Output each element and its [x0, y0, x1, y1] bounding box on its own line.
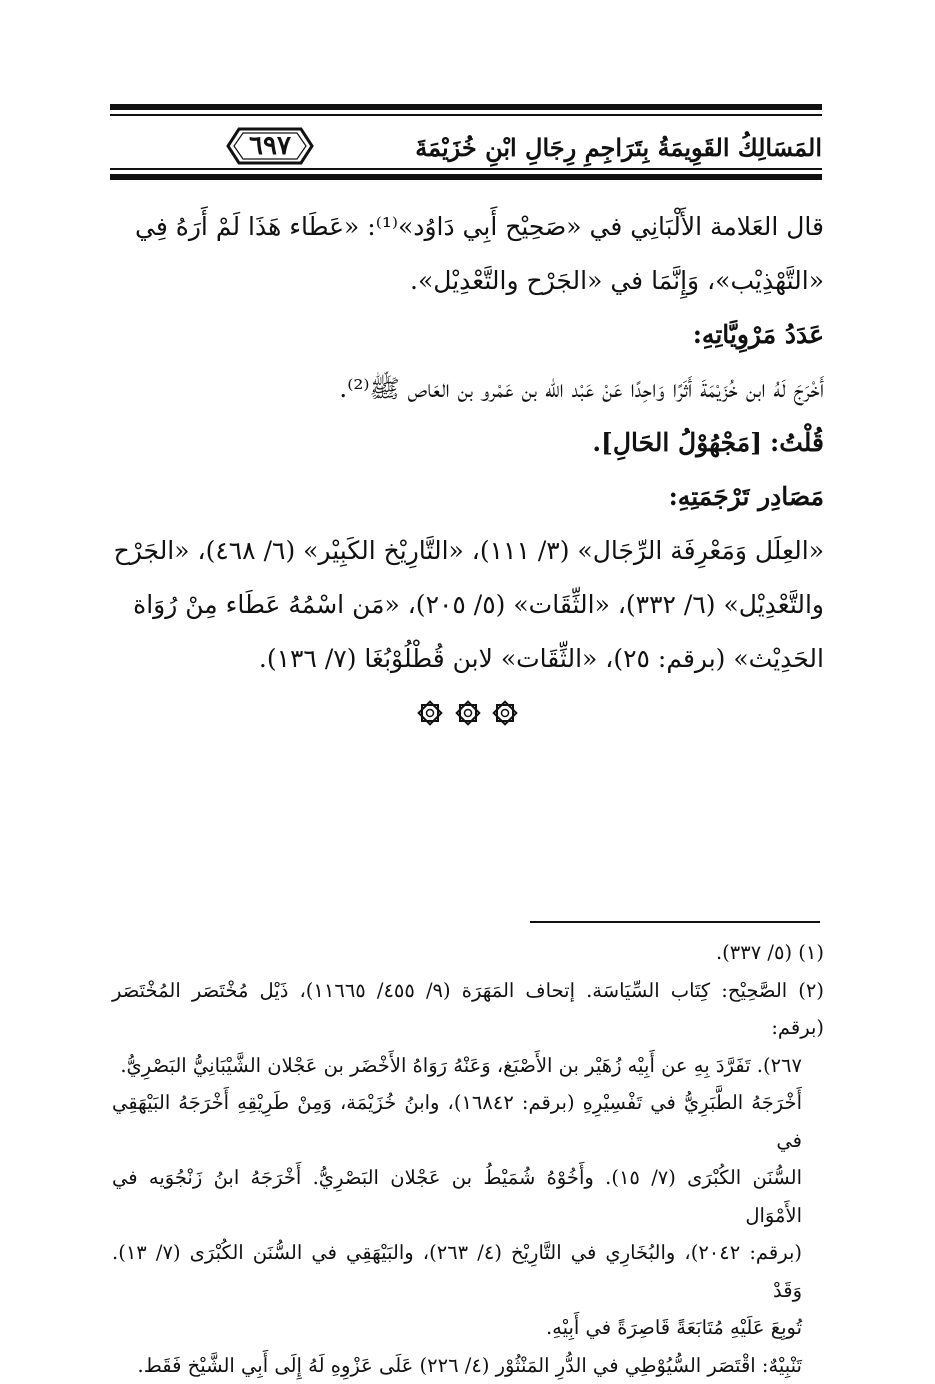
- octagram-star-icon: [455, 700, 481, 726]
- footnote-2-line: (برقم: ٢٠٤٢)، والبُخَارِي في التَّارِيْخ (٤/ ٢٦٣)، والبَيْهَقِي في السُّنَن الكُبْرَى (٧/ ١٣). وَقَدْ: [112, 1234, 824, 1309]
- header-rule-top-thin: [110, 114, 822, 116]
- section-heading-sources: مَصَادِر تَرْجَمَتِهِ:: [112, 470, 824, 524]
- verdict-line: [112, 416, 824, 470]
- footnote-2-note: تَنْبِيْهٌ: اقْتَصَر السُّيُوْطِي في الدُّرِ المَنْثُوْر (٤/ ٢٢٦) عَلَى عَزْوِهِ لَهُ إِلَى أَبِي الشَّيْخ فَقَط.: [112, 1347, 824, 1384]
- main-text: [112, 200, 824, 686]
- header-rule-bottom-thin: [110, 168, 822, 170]
- octagram-star-icon: [492, 700, 518, 726]
- footnote-1: (١) (٥/ ٣٣٧).: [112, 934, 824, 972]
- paragraph-line: «العِلَل وَمَعْرِفَة الرِّجَال» (٣/ ١١١)، «التَّارِيْخ الكَبِيْر» (٦/ ٤٦٨)، «الجَرْح: [112, 524, 824, 578]
- page-header: [110, 100, 822, 190]
- footnote-2-line: السُّنَن الكُبْرَى (٧/ ١٥). وأَخُوْهُ شُمَيْطُ بن عَجْلان البَصْرِيُّ. أَخْرَجَهُ ابنُ زَنْجُوَيه في الأَمْوَال: [112, 1159, 824, 1234]
- paragraph-line: «التَّهْذِيْب»، وَإِنَّمَا في «الجَرْح والتَّعْدِيْل».: [112, 254, 824, 308]
- paragraph-line: والتَّعْدِيْل» (٦/ ٣٣٢)، «الثِّقَات» (٥/ ٢٠٥)، «مَن اسْمُهُ عَطَاء مِنْ رُوَاة: [112, 578, 824, 632]
- footnote-2-line: تُوبِعَ عَلَيْهِ مُتَابَعَةً قَاصِرَةً في أَبِيْهِ.: [112, 1309, 824, 1347]
- footnote-separator: [530, 921, 820, 923]
- footnote-2-line: ٢٦٧). تَفَرَّدَ بِهِ عن أَبِيْه زُهَيْر بن الأَصْبَغ، وَعَنْهُ رَوَاهُ الأَخْضَر بن عَجْلان الشَّيْبَانِيُّ البَصْرِيُّ.: [112, 1047, 824, 1085]
- footnotes: [112, 934, 824, 1384]
- header-rule-bottom-thick: [110, 174, 822, 180]
- section-end-ornament: [0, 700, 935, 730]
- page-number: ٦٩٧: [225, 131, 315, 161]
- header-rule-top-thick: [110, 104, 822, 110]
- paragraph-line: أَخْرَجَ لَهُ ابن خُزَيْمَةَ أَثَرًا وَاحِدًا عَنْ عَبْد الله بن عَمْرو بن العَاص ﷺ⁽²⁾.: [112, 362, 824, 416]
- footnote-2-line: أَخْرَجَهُ الطَّبَرِيُّ في تَفْسِيْرِهِ (برقم: ١٦٨٤٢)، وابنُ خُزَيْمَة، وَمِنْ طَرِيْقِهِ أَخْرَجَهُ البَيْهَقِي في: [112, 1084, 824, 1159]
- verdict-label: قُلْتُ:: [770, 428, 824, 457]
- page-number-frame: [225, 126, 315, 166]
- running-title: المَسَالِكُ القَوِيمَةُ بِتَرَاجِمِ رِجَالِ ابْنِ خُزَيْمَةَ: [415, 132, 822, 164]
- paragraph-line: قال العَلامة الأَلْبَانِي في «صَحِيْح أَبِي دَاوُد»⁽¹⁾: «عَطَاء هَذَا لَمْ أَرَهُ فِي: [112, 200, 824, 254]
- footnote-2-line: (٢) الصَّحِيْح: كِتَاب السِّيَاسَة. إتحاف المَهَرَة (٩/ ٤٥٥/ ١١٦٦٥)، ذَيْل مُخْتَصَر المُخْتَصَر (برقم:: [112, 972, 824, 1047]
- section-heading-narrations: عَدَدُ مَرْوِيَّاتِهِ:: [112, 308, 824, 362]
- octagram-star-icon: [417, 700, 443, 726]
- paragraph-line: الحَدِيْث» (برقم: ٢٥)، «الثِّقَات» لابن قُطْلُوْبُغَا (٧/ ١٣٦).: [112, 632, 824, 686]
- verdict-text: [مَجْهُوْلُ الحَالِ].: [592, 428, 762, 457]
